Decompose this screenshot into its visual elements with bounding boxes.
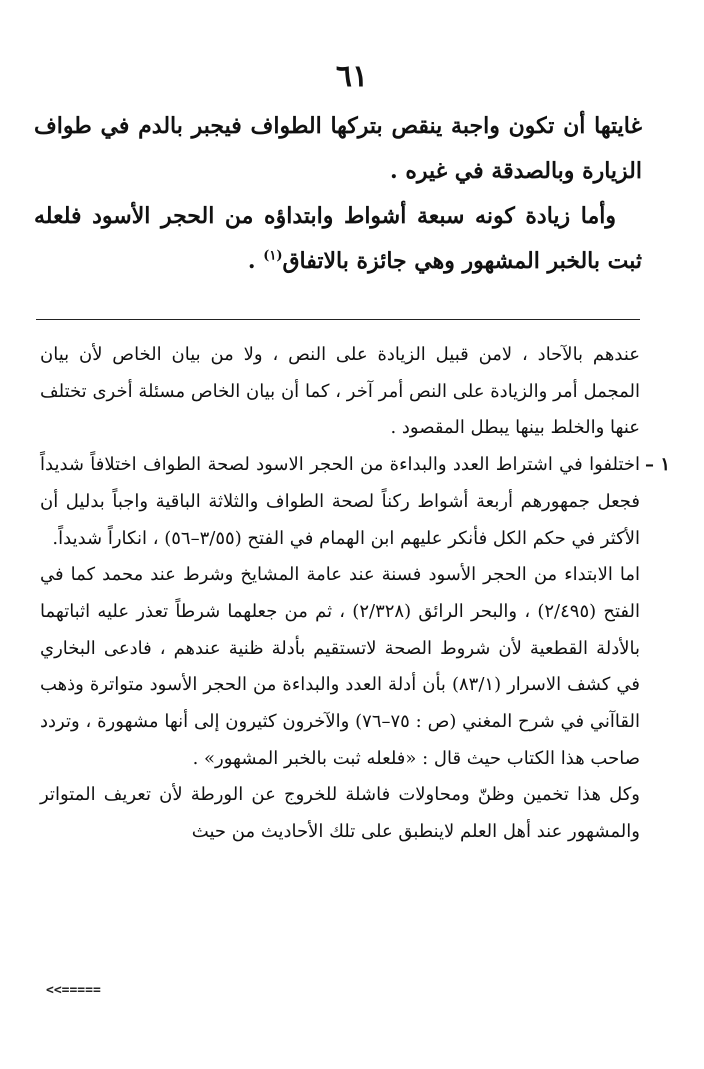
main-paragraph-end: .: [247, 248, 264, 274]
footnote-separator: [36, 319, 640, 320]
footnote-marker: ١ –: [645, 454, 670, 476]
main-paragraph: غايتها أن تكون واجبة ينقص بتركها الطواف فيجبر بالدم في طواف الزيارة وبالصدقة في غيره .: [34, 113, 642, 184]
main-paragraph: [34, 194, 642, 284]
footnote-paragraph: وكل هذا تخمين وظنّ ومحاولات فاشلة للخروج عن الورطة لأن تعريف المتواتر والمشهور عند أهل العلم لاينطبق على تلك الأحاديث من حيث: [40, 784, 640, 843]
main-text: [34, 104, 642, 284]
footnote-paragraph: اما الابتداء من الحجر الأسود فسنة عند عامة المشايخ وشرط عند محمد كما في الفتح (٢/٤٩٥) ، والبحر الرائق (٢/٣٢٨) ، ثم من جعلهما شرطاً تعذر عليه اثباتهما بالأدلة القطعية لأن شروط الصحة لاتستقيم بأدلة ظنية عندهم ، فادعى البخاري في كشف الاسرار (٨٣/١) بأن أدلة العدد والبداءة من الحجر الأسود متواترة وذهب القاآني في شرح المغني (ص : ٧٥–٧٦) والآخرون كثيرون إلى أنها مشهورة ، وتردد صاحب هذا الكتاب حيث قال : «فلعله ثبت بالخبر المشهور» .: [40, 564, 641, 769]
continuation-mark: <<=====: [46, 983, 101, 998]
footnote-reference[interactable]: (١): [263, 248, 283, 264]
footnotes-section: [40, 337, 670, 851]
footnote-paragraph: اختلفوا في اشتراط العدد والبداءة من الحجر الاسود لصحة الطواف اختلافاً شديداً فجعل جمهورهم أربعة أشواط ركناً لصحة الطواف والثلاثة الباقية واجباً بدليل أن الأكثر في حكم الكل فأنكر عليهم ابن الهمام في الفتح (٣/٥٥–٥٦) ، انكاراً شديداً.: [40, 454, 640, 549]
main-paragraph-text: وأما زيادة كونه سبعة أشواط وابتداؤه من الحجر الأسود فلعله ثبت بالخبر المشهور وهي جائزة بالاتفاق: [34, 203, 642, 274]
page-number: ٦١: [335, 59, 369, 94]
footnote-item: [40, 447, 670, 851]
footnote-continued-text: عندهم بالآحاد ، لامن قبيل الزيادة على النص ، ولا من بيان الخاص لأن بيان المجمل أمر والزيادة على النص أمر آخر ، كما أن بيان الخاص مسئلة أخرى تختلف عنها والخلط بينها يبطل المقصود .: [40, 344, 640, 439]
